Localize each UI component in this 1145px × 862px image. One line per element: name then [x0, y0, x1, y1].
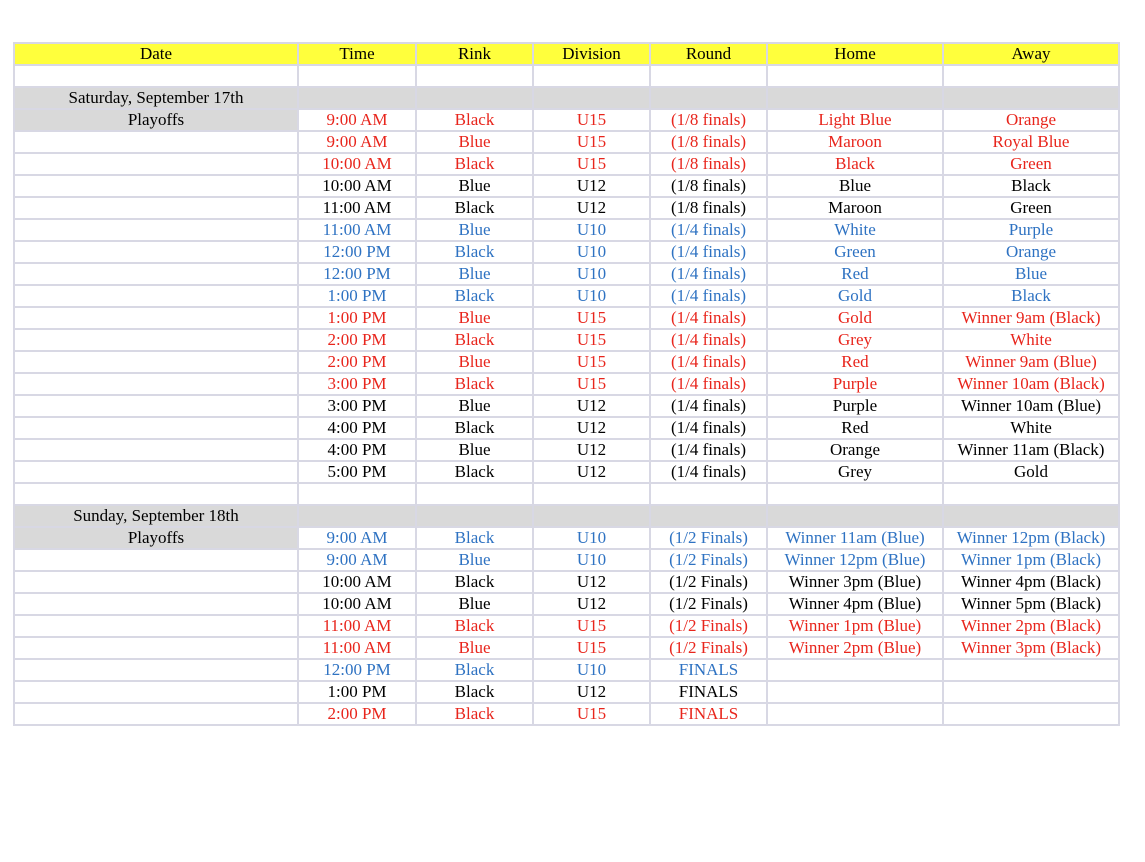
game-time-cell: 10:00 AM [298, 175, 416, 197]
game-round-cell: (1/4 finals) [650, 329, 767, 351]
game-home-cell: Maroon [767, 131, 943, 153]
column-header-home: Home [767, 43, 943, 65]
game-away-cell: Winner 2pm (Black) [943, 615, 1119, 637]
game-away-cell: Green [943, 197, 1119, 219]
game-division-cell: U12 [533, 175, 650, 197]
date-cell [14, 439, 298, 461]
column-header-date: Date [14, 43, 298, 65]
game-round-cell: (1/8 finals) [650, 109, 767, 131]
game-division-cell: U10 [533, 241, 650, 263]
game-rink-cell: Black [416, 329, 533, 351]
empty-cell [767, 505, 943, 527]
game-division-cell: U12 [533, 439, 650, 461]
game-time-cell: 2:00 PM [298, 329, 416, 351]
date-cell [14, 351, 298, 373]
game-home-cell: Purple [767, 395, 943, 417]
day-label: Playoffs [14, 109, 298, 131]
game-time-cell: 2:00 PM [298, 703, 416, 725]
game-home-cell: Black [767, 153, 943, 175]
game-rink-cell: Blue [416, 593, 533, 615]
game-row [14, 263, 1119, 285]
game-rink-cell: Blue [416, 549, 533, 571]
game-away-cell: Winner 1pm (Black) [943, 549, 1119, 571]
date-cell [14, 461, 298, 483]
game-away-cell: Winner 3pm (Black) [943, 637, 1119, 659]
game-rink-cell: Black [416, 241, 533, 263]
game-division-cell: U15 [533, 703, 650, 725]
game-time-cell: 11:00 AM [298, 615, 416, 637]
game-home-cell: Winner 2pm (Blue) [767, 637, 943, 659]
empty-cell [650, 65, 767, 87]
game-row [14, 131, 1119, 153]
game-rink-cell: Blue [416, 351, 533, 373]
game-row [14, 417, 1119, 439]
game-round-cell: (1/4 finals) [650, 241, 767, 263]
column-header-rink: Rink [416, 43, 533, 65]
game-time-cell: 12:00 PM [298, 659, 416, 681]
date-cell [14, 395, 298, 417]
game-row [14, 109, 1119, 131]
date-cell [14, 681, 298, 703]
game-away-cell: Winner 10am (Black) [943, 373, 1119, 395]
spacer-row [14, 65, 1119, 87]
game-row [14, 175, 1119, 197]
empty-cell [767, 483, 943, 505]
game-row [14, 571, 1119, 593]
day-heading-row [14, 505, 1119, 527]
game-home-cell [767, 681, 943, 703]
date-cell [14, 153, 298, 175]
date-cell [14, 637, 298, 659]
date-cell [14, 175, 298, 197]
game-away-cell: Winner 12pm (Black) [943, 527, 1119, 549]
game-row [14, 461, 1119, 483]
date-cell [14, 197, 298, 219]
empty-cell [298, 505, 416, 527]
empty-cell [416, 505, 533, 527]
game-time-cell: 12:00 PM [298, 263, 416, 285]
game-home-cell: Maroon [767, 197, 943, 219]
game-round-cell: (1/2 Finals) [650, 637, 767, 659]
game-rink-cell: Black [416, 285, 533, 307]
game-away-cell: Winner 9am (Blue) [943, 351, 1119, 373]
game-row [14, 395, 1119, 417]
game-away-cell: Winner 5pm (Black) [943, 593, 1119, 615]
date-cell [14, 329, 298, 351]
empty-cell [14, 483, 298, 505]
game-row [14, 197, 1119, 219]
game-rink-cell: Black [416, 461, 533, 483]
game-away-cell: Orange [943, 241, 1119, 263]
empty-cell [943, 87, 1119, 109]
empty-cell [943, 483, 1119, 505]
game-away-cell: Orange [943, 109, 1119, 131]
game-row [14, 439, 1119, 461]
game-round-cell: (1/8 finals) [650, 153, 767, 175]
date-cell [14, 703, 298, 725]
game-rink-cell: Black [416, 659, 533, 681]
game-home-cell: Red [767, 351, 943, 373]
game-division-cell: U12 [533, 593, 650, 615]
date-cell [14, 219, 298, 241]
game-division-cell: U15 [533, 109, 650, 131]
game-division-cell: U10 [533, 285, 650, 307]
game-time-cell: 1:00 PM [298, 307, 416, 329]
game-round-cell: (1/8 finals) [650, 175, 767, 197]
game-rink-cell: Black [416, 109, 533, 131]
game-round-cell: (1/4 finals) [650, 263, 767, 285]
game-round-cell: (1/4 finals) [650, 439, 767, 461]
spacer-row [14, 483, 1119, 505]
game-row [14, 549, 1119, 571]
game-round-cell: FINALS [650, 681, 767, 703]
game-time-cell: 4:00 PM [298, 439, 416, 461]
game-rink-cell: Black [416, 527, 533, 549]
game-rink-cell: Blue [416, 263, 533, 285]
schedule-table [13, 42, 1120, 726]
empty-cell [767, 65, 943, 87]
day-date: Saturday, September 17th [14, 87, 298, 109]
game-row [14, 615, 1119, 637]
game-away-cell: Winner 9am (Black) [943, 307, 1119, 329]
empty-cell [416, 87, 533, 109]
game-rink-cell: Blue [416, 395, 533, 417]
empty-cell [533, 483, 650, 505]
game-time-cell: 4:00 PM [298, 417, 416, 439]
game-division-cell: U12 [533, 395, 650, 417]
game-round-cell: (1/4 finals) [650, 351, 767, 373]
game-home-cell: Winner 3pm (Blue) [767, 571, 943, 593]
game-round-cell: (1/4 finals) [650, 219, 767, 241]
game-time-cell: 9:00 AM [298, 549, 416, 571]
date-cell [14, 263, 298, 285]
empty-cell [416, 65, 533, 87]
empty-cell [943, 65, 1119, 87]
game-home-cell: Orange [767, 439, 943, 461]
empty-cell [533, 505, 650, 527]
game-division-cell: U12 [533, 197, 650, 219]
empty-cell [298, 483, 416, 505]
game-home-cell: Red [767, 417, 943, 439]
game-home-cell: Winner 12pm (Blue) [767, 549, 943, 571]
game-home-cell: Light Blue [767, 109, 943, 131]
game-away-cell [943, 681, 1119, 703]
game-home-cell: Green [767, 241, 943, 263]
game-division-cell: U15 [533, 307, 650, 329]
game-time-cell: 3:00 PM [298, 395, 416, 417]
game-away-cell: Royal Blue [943, 131, 1119, 153]
game-home-cell: Winner 4pm (Blue) [767, 593, 943, 615]
empty-cell [14, 65, 298, 87]
empty-cell [650, 505, 767, 527]
game-division-cell: U15 [533, 153, 650, 175]
empty-cell [943, 505, 1119, 527]
game-time-cell: 10:00 AM [298, 593, 416, 615]
empty-cell [416, 483, 533, 505]
game-division-cell: U10 [533, 219, 650, 241]
column-header-division: Division [533, 43, 650, 65]
game-row [14, 373, 1119, 395]
empty-cell [767, 87, 943, 109]
game-round-cell: (1/4 finals) [650, 307, 767, 329]
game-division-cell: U15 [533, 637, 650, 659]
column-header-time: Time [298, 43, 416, 65]
game-round-cell: (1/8 finals) [650, 197, 767, 219]
game-rink-cell: Black [416, 373, 533, 395]
game-row [14, 329, 1119, 351]
game-division-cell: U10 [533, 549, 650, 571]
game-away-cell: Winner 4pm (Black) [943, 571, 1119, 593]
date-cell [14, 615, 298, 637]
game-home-cell [767, 659, 943, 681]
game-division-cell: U12 [533, 417, 650, 439]
game-away-cell: Winner 11am (Black) [943, 439, 1119, 461]
game-home-cell: Gold [767, 285, 943, 307]
game-home-cell: Gold [767, 307, 943, 329]
game-division-cell: U12 [533, 571, 650, 593]
game-round-cell: (1/4 finals) [650, 285, 767, 307]
game-division-cell: U15 [533, 373, 650, 395]
game-home-cell: Grey [767, 461, 943, 483]
game-division-cell: U12 [533, 461, 650, 483]
game-rink-cell: Black [416, 571, 533, 593]
game-row [14, 307, 1119, 329]
day-heading-row [14, 87, 1119, 109]
game-away-cell: Green [943, 153, 1119, 175]
empty-cell [650, 87, 767, 109]
game-round-cell: (1/4 finals) [650, 373, 767, 395]
game-rink-cell: Black [416, 153, 533, 175]
game-rink-cell: Blue [416, 175, 533, 197]
date-cell [14, 131, 298, 153]
game-home-cell: Winner 1pm (Blue) [767, 615, 943, 637]
game-division-cell: U15 [533, 329, 650, 351]
game-round-cell: (1/4 finals) [650, 417, 767, 439]
game-time-cell: 11:00 AM [298, 219, 416, 241]
game-row [14, 659, 1119, 681]
game-rink-cell: Blue [416, 131, 533, 153]
game-away-cell: Black [943, 175, 1119, 197]
empty-cell [533, 65, 650, 87]
game-rink-cell: Blue [416, 307, 533, 329]
game-time-cell: 12:00 PM [298, 241, 416, 263]
empty-cell [298, 87, 416, 109]
game-row [14, 681, 1119, 703]
game-rink-cell: Black [416, 417, 533, 439]
game-row [14, 703, 1119, 725]
game-time-cell: 11:00 AM [298, 197, 416, 219]
empty-cell [298, 65, 416, 87]
date-cell [14, 241, 298, 263]
game-row [14, 153, 1119, 175]
game-round-cell: (1/2 Finals) [650, 615, 767, 637]
game-rink-cell: Black [416, 615, 533, 637]
game-home-cell: Winner 11am (Blue) [767, 527, 943, 549]
game-away-cell [943, 703, 1119, 725]
game-away-cell: Winner 10am (Blue) [943, 395, 1119, 417]
game-round-cell: FINALS [650, 659, 767, 681]
game-division-cell: U12 [533, 681, 650, 703]
game-division-cell: U15 [533, 131, 650, 153]
date-cell [14, 417, 298, 439]
header-row [14, 43, 1119, 65]
game-rink-cell: Black [416, 197, 533, 219]
game-away-cell: Gold [943, 461, 1119, 483]
game-division-cell: U10 [533, 263, 650, 285]
empty-cell [650, 483, 767, 505]
game-time-cell: 3:00 PM [298, 373, 416, 395]
game-time-cell: 1:00 PM [298, 681, 416, 703]
game-row [14, 241, 1119, 263]
game-rink-cell: Blue [416, 637, 533, 659]
game-rink-cell: Blue [416, 439, 533, 461]
day-date: Sunday, September 18th [14, 505, 298, 527]
game-round-cell: (1/2 Finals) [650, 549, 767, 571]
game-home-cell: Grey [767, 329, 943, 351]
game-round-cell: (1/2 Finals) [650, 593, 767, 615]
game-away-cell: Black [943, 285, 1119, 307]
game-rink-cell: Black [416, 703, 533, 725]
game-round-cell: FINALS [650, 703, 767, 725]
game-row [14, 527, 1119, 549]
day-label: Playoffs [14, 527, 298, 549]
game-time-cell: 9:00 AM [298, 131, 416, 153]
game-rink-cell: Blue [416, 219, 533, 241]
game-time-cell: 11:00 AM [298, 637, 416, 659]
game-away-cell: Purple [943, 219, 1119, 241]
game-home-cell [767, 703, 943, 725]
game-away-cell: White [943, 329, 1119, 351]
game-division-cell: U10 [533, 659, 650, 681]
date-cell [14, 307, 298, 329]
game-time-cell: 10:00 AM [298, 571, 416, 593]
game-time-cell: 1:00 PM [298, 285, 416, 307]
game-row [14, 285, 1119, 307]
game-time-cell: 9:00 AM [298, 527, 416, 549]
game-time-cell: 10:00 AM [298, 153, 416, 175]
date-cell [14, 285, 298, 307]
game-round-cell: (1/2 Finals) [650, 527, 767, 549]
game-time-cell: 9:00 AM [298, 109, 416, 131]
game-away-cell: White [943, 417, 1119, 439]
game-row [14, 219, 1119, 241]
game-division-cell: U10 [533, 527, 650, 549]
game-division-cell: U15 [533, 615, 650, 637]
game-round-cell: (1/4 finals) [650, 461, 767, 483]
game-row [14, 637, 1119, 659]
game-home-cell: Purple [767, 373, 943, 395]
date-cell [14, 549, 298, 571]
game-round-cell: (1/2 Finals) [650, 571, 767, 593]
game-home-cell: White [767, 219, 943, 241]
game-rink-cell: Black [416, 681, 533, 703]
schedule-body [14, 43, 1119, 725]
empty-cell [533, 87, 650, 109]
column-header-away: Away [943, 43, 1119, 65]
game-time-cell: 2:00 PM [298, 351, 416, 373]
date-cell [14, 571, 298, 593]
date-cell [14, 593, 298, 615]
game-division-cell: U15 [533, 351, 650, 373]
game-row [14, 593, 1119, 615]
game-time-cell: 5:00 PM [298, 461, 416, 483]
game-round-cell: (1/8 finals) [650, 131, 767, 153]
game-away-cell [943, 659, 1119, 681]
date-cell [14, 659, 298, 681]
game-round-cell: (1/4 finals) [650, 395, 767, 417]
game-home-cell: Red [767, 263, 943, 285]
column-header-round: Round [650, 43, 767, 65]
game-home-cell: Blue [767, 175, 943, 197]
date-cell [14, 373, 298, 395]
game-away-cell: Blue [943, 263, 1119, 285]
game-row [14, 351, 1119, 373]
